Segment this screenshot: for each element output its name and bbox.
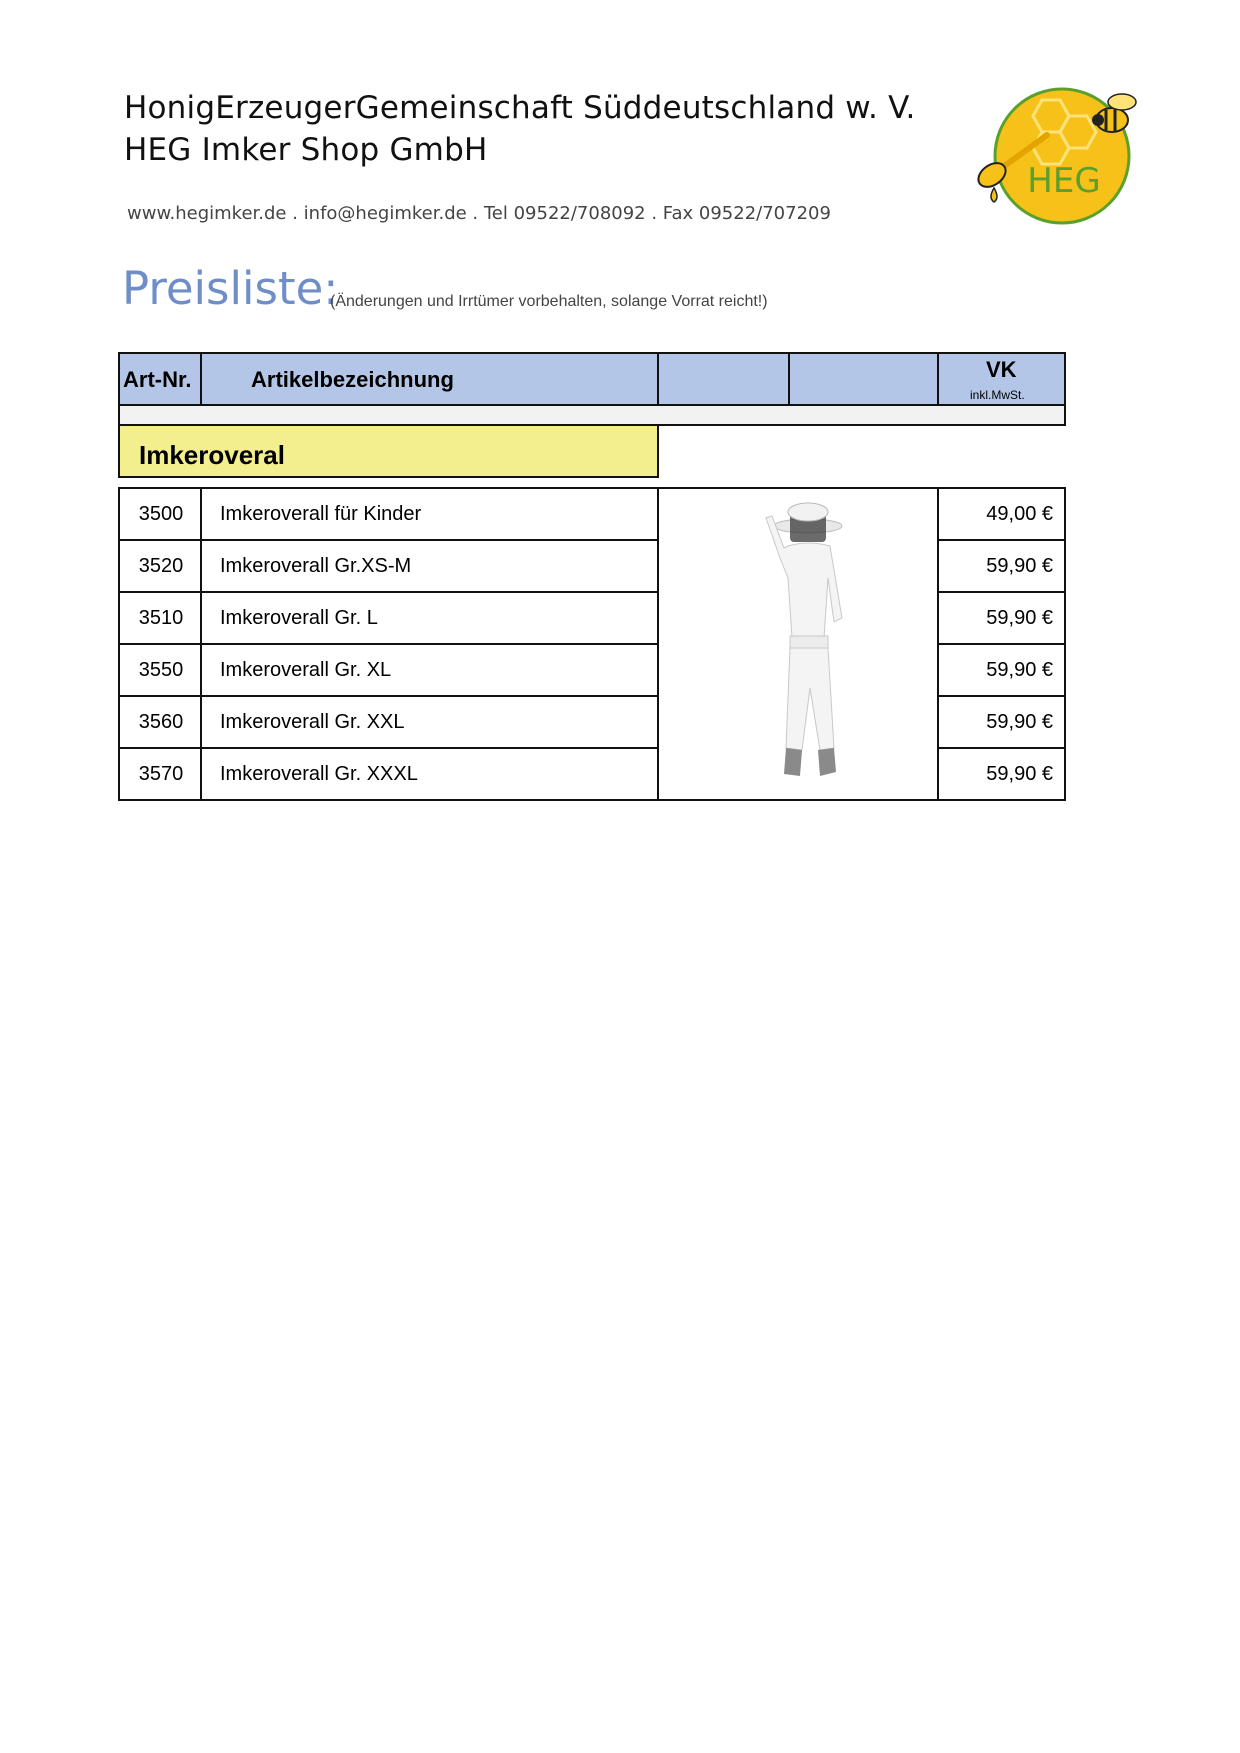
- shop-name: HEG Imker Shop GmbH: [124, 132, 488, 168]
- logo-text: HEG: [1027, 161, 1101, 201]
- table-row-artnr: 3500: [138, 503, 184, 525]
- page-title: Preisliste:: [122, 262, 339, 315]
- disclaimer-note: (Änderungen und Irrtümer vorbehalten, solange Vorrat reicht!): [330, 293, 768, 310]
- company-name: HonigErzeugerGemeinschaft Süddeutschland w. V.: [124, 90, 916, 126]
- spacer-row: [118, 404, 1066, 426]
- header-col3-cell: [657, 352, 790, 406]
- header-artnr: Art-Nr.: [123, 367, 192, 392]
- table-row-name: Imkeroverall für Kinder: [220, 503, 422, 525]
- contact-line: www.hegimker.de . info@hegimker.de . Tel 09522/708092 . Fax 09522/707209: [127, 203, 831, 224]
- table-row-artnr: 3560: [138, 711, 184, 733]
- table-row-name: Imkeroverall Gr. XXXL: [220, 763, 418, 785]
- beekeeper-overall-photo: [750, 498, 870, 798]
- table-row-price: 59,90 €: [986, 555, 1053, 577]
- table-row-name: Imkeroverall Gr. XL: [220, 659, 392, 681]
- table-row-name: Imkeroverall Gr. XXL: [220, 711, 405, 733]
- table-row-price: 49,00 €: [986, 503, 1053, 525]
- table-row-name: Imkeroverall Gr.XS-M: [220, 555, 412, 577]
- table-row-artnr: 3510: [138, 607, 184, 629]
- table-row-artnr: 3550: [138, 659, 184, 681]
- header-vk-sub: inkl.MwSt.: [970, 388, 1025, 402]
- header-col4-cell: [788, 352, 939, 406]
- table-row-price: 59,90 €: [986, 607, 1053, 629]
- table-row-price: 59,90 €: [986, 659, 1053, 681]
- header-vk: VK: [986, 357, 1017, 382]
- header-bezeichnung: Artikelbezeichnung: [251, 367, 454, 392]
- table-row-price: 59,90 €: [986, 711, 1053, 733]
- table-row-price: 59,90 €: [986, 763, 1053, 785]
- table-row-name: Imkeroverall Gr. L: [220, 607, 378, 629]
- table-row-artnr: 3520: [138, 555, 184, 577]
- table-row-artnr: 3570: [138, 763, 184, 785]
- section-title: Imkeroveral: [139, 440, 285, 470]
- heg-logo: [972, 80, 1152, 230]
